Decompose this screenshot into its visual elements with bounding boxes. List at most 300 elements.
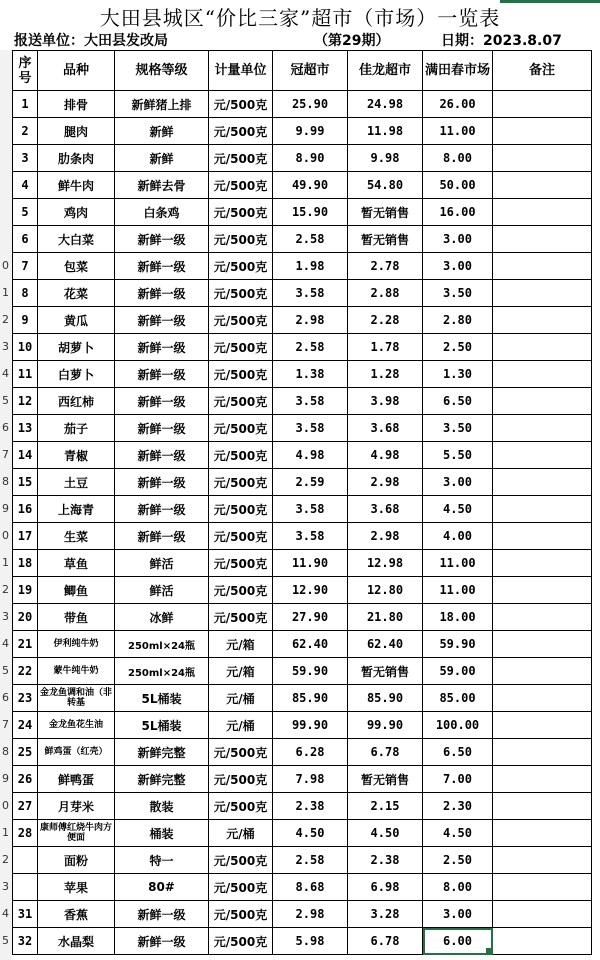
cell-item[interactable]: 康师傅红烧牛肉方便面 <box>38 820 115 847</box>
cell-guan[interactable]: 85.90 <box>273 685 348 712</box>
cell-unit[interactable]: 元/500克 <box>209 253 273 280</box>
cell-unit[interactable]: 元/500克 <box>209 307 273 334</box>
row-header-number[interactable]: 1 <box>2 285 9 299</box>
cell-unit[interactable]: 元/桶 <box>209 685 273 712</box>
cell-grade[interactable]: 新鲜一级 <box>115 280 209 307</box>
cell-note[interactable] <box>493 415 592 442</box>
table-row <box>13 388 592 415</box>
cell-unit[interactable]: 元/500克 <box>209 118 273 145</box>
cell-guan[interactable]: 4.50 <box>273 820 348 847</box>
cell-unit[interactable]: 元/500克 <box>209 496 273 523</box>
cell-item[interactable]: 生菜 <box>38 523 115 550</box>
cell-grade[interactable]: 新鲜一级 <box>115 496 209 523</box>
row-header-number[interactable]: 0 <box>2 528 9 542</box>
cell-mantian[interactable]: 1.30 <box>423 361 493 388</box>
cell-item[interactable]: 面粉 <box>38 847 115 874</box>
cell-grade[interactable]: 新鲜一级 <box>115 442 209 469</box>
cell-jialong[interactable]: 6.78 <box>348 928 423 955</box>
cell-unit[interactable]: 元/500克 <box>209 469 273 496</box>
cell-jialong[interactable]: 2.88 <box>348 280 423 307</box>
row-header-number[interactable]: 7 <box>2 717 9 731</box>
row-header-number[interactable]: 1 <box>2 555 9 569</box>
cell-grade[interactable]: 新鲜一级 <box>115 388 209 415</box>
row-header-number[interactable]: 6 <box>2 690 9 704</box>
table-row <box>13 307 592 334</box>
cell-jialong[interactable]: 12.98 <box>348 550 423 577</box>
row-header-number[interactable]: 0 <box>2 258 9 272</box>
cell-item[interactable]: 鲫鱼 <box>38 577 115 604</box>
cell-jialong[interactable]: 暂无销售 <box>348 226 423 253</box>
cell-no[interactable]: 7 <box>13 253 38 280</box>
cell-mantian[interactable]: 8.00 <box>423 874 493 901</box>
cell-item[interactable]: 上海青 <box>38 496 115 523</box>
table-row <box>13 631 592 658</box>
cell-guan[interactable]: 49.90 <box>273 172 348 199</box>
cell-grade[interactable]: 白条鸡 <box>115 199 209 226</box>
cell-item[interactable]: 大白菜 <box>38 226 115 253</box>
cell-unit[interactable]: 元/500克 <box>209 604 273 631</box>
cell-no[interactable]: 20 <box>13 604 38 631</box>
row-header-number[interactable]: 4 <box>2 636 9 650</box>
cell-grade[interactable]: 新鲜一级 <box>115 361 209 388</box>
cell-guan[interactable]: 7.98 <box>273 766 348 793</box>
cell-item[interactable]: 肋条肉 <box>38 145 115 172</box>
cell-no[interactable]: 14 <box>13 442 38 469</box>
cell-guan[interactable]: 8.68 <box>273 874 348 901</box>
cell-grade[interactable]: 5L桶装 <box>115 685 209 712</box>
cell-item[interactable]: 土豆 <box>38 469 115 496</box>
cell-note[interactable] <box>493 766 592 793</box>
cell-jialong[interactable]: 2.98 <box>348 469 423 496</box>
cell-unit[interactable]: 元/500克 <box>209 901 273 928</box>
cell-no[interactable]: 16 <box>13 496 38 523</box>
cell-item[interactable]: 水晶梨 <box>38 928 115 955</box>
cell-unit[interactable]: 元/箱 <box>209 658 273 685</box>
cell-mantian[interactable]: 3.50 <box>423 415 493 442</box>
cell-note[interactable] <box>493 226 592 253</box>
cell-unit[interactable]: 元/500克 <box>209 766 273 793</box>
col-header-grade[interactable]: 规格等级 <box>115 51 209 91</box>
col-header-mantian[interactable]: 满田春市场 <box>423 51 493 91</box>
cell-item[interactable]: 鲜鸭蛋 <box>38 766 115 793</box>
cell-note[interactable] <box>493 901 592 928</box>
cell-note[interactable] <box>493 91 592 118</box>
cell-mantian[interactable]: 8.00 <box>423 145 493 172</box>
cell-no[interactable]: 27 <box>13 793 38 820</box>
cell-item[interactable]: 蒙牛纯牛奶 <box>38 658 115 685</box>
table-row <box>13 253 592 280</box>
cell-grade[interactable]: 新鲜一级 <box>115 469 209 496</box>
cell-mantian[interactable]: 11.00 <box>423 118 493 145</box>
cell-jialong[interactable]: 2.15 <box>348 793 423 820</box>
cell-jialong[interactable]: 11.98 <box>348 118 423 145</box>
cell-mantian[interactable]: 6.50 <box>423 388 493 415</box>
cell-mantian[interactable]: 2.30 <box>423 793 493 820</box>
cell-grade[interactable]: 新鲜完整 <box>115 739 209 766</box>
cell-mantian[interactable]: 18.00 <box>423 604 493 631</box>
cell-item[interactable]: 金龙鱼调和油（非转基 <box>38 685 115 712</box>
cell-no[interactable]: 1 <box>13 91 38 118</box>
cell-jialong[interactable]: 2.98 <box>348 523 423 550</box>
row-header-number[interactable]: 2 <box>2 312 9 326</box>
cell-no[interactable]: 13 <box>13 415 38 442</box>
cell-grade[interactable]: 鲜活 <box>115 577 209 604</box>
row-header-number[interactable]: 9 <box>2 501 9 515</box>
col-header-guan[interactable]: 冠超市 <box>273 51 348 91</box>
cell-item[interactable]: 腿肉 <box>38 118 115 145</box>
cell-mantian[interactable]: 4.50 <box>423 820 493 847</box>
col-header-no[interactable]: 序号 <box>13 51 38 91</box>
cell-mantian[interactable]: 16.00 <box>423 199 493 226</box>
cell-no[interactable] <box>13 847 38 874</box>
cell-no[interactable]: 11 <box>13 361 38 388</box>
active-sheet-indicator <box>500 0 600 3</box>
cell-jialong[interactable]: 4.98 <box>348 442 423 469</box>
cell-item[interactable]: 鸡肉 <box>38 199 115 226</box>
cell-item[interactable]: 青椒 <box>38 442 115 469</box>
cell-item[interactable]: 鲜牛肉 <box>38 172 115 199</box>
cell-jialong[interactable]: 3.98 <box>348 388 423 415</box>
row-header-number[interactable]: 3 <box>2 339 9 353</box>
cell-no[interactable]: 28 <box>13 820 38 847</box>
cell-item[interactable]: 苹果 <box>38 874 115 901</box>
cell-guan[interactable]: 11.90 <box>273 550 348 577</box>
cell-jialong[interactable]: 99.90 <box>348 712 423 739</box>
cell-unit[interactable]: 元/500克 <box>209 280 273 307</box>
cell-item[interactable]: 包菜 <box>38 253 115 280</box>
cell-guan[interactable]: 2.38 <box>273 793 348 820</box>
cell-note[interactable] <box>493 685 592 712</box>
cell-grade[interactable]: 新鲜一级 <box>115 307 209 334</box>
cell-mantian[interactable]: 4.00 <box>423 523 493 550</box>
cell-mantian[interactable]: 3.00 <box>423 901 493 928</box>
sheet-title: 大田县城区“价比三家”超市（市场）一览表 <box>99 6 501 30</box>
cell-mantian[interactable]: 2.50 <box>423 334 493 361</box>
cell-jialong[interactable]: 4.50 <box>348 820 423 847</box>
col-header-unit[interactable]: 计量单位 <box>209 51 273 91</box>
report-info-line <box>0 31 600 51</box>
cell-mantian[interactable]: 59.90 <box>423 631 493 658</box>
cell-item[interactable]: 花菜 <box>38 280 115 307</box>
cell-mantian[interactable]: 2.50 <box>423 847 493 874</box>
cell-jialong[interactable]: 3.68 <box>348 496 423 523</box>
cell-jialong[interactable]: 24.98 <box>348 91 423 118</box>
cell-guan[interactable]: 2.59 <box>273 469 348 496</box>
cell-note[interactable] <box>493 739 592 766</box>
row-header-number[interactable]: 6 <box>2 420 9 434</box>
cell-guan[interactable]: 3.58 <box>273 523 348 550</box>
cell-item[interactable]: 排骨 <box>38 91 115 118</box>
cell-unit[interactable]: 元/桶 <box>209 820 273 847</box>
row-header-number[interactable]: 7 <box>2 447 9 461</box>
col-header-item[interactable]: 品种 <box>38 51 115 91</box>
cell-jialong[interactable]: 2.38 <box>348 847 423 874</box>
cell-mantian[interactable]: 6.00 <box>423 928 493 955</box>
cell-grade[interactable]: 冰鲜 <box>115 604 209 631</box>
cell-no[interactable]: 26 <box>13 766 38 793</box>
row-header-number[interactable]: 4 <box>2 366 9 380</box>
cell-mantian[interactable]: 3.50 <box>423 280 493 307</box>
col-header-jialong[interactable]: 佳龙超市 <box>348 51 423 91</box>
fill-handle[interactable] <box>486 948 491 953</box>
cell-no[interactable]: 23 <box>13 685 38 712</box>
cell-note[interactable] <box>493 631 592 658</box>
cell-grade[interactable]: 新鲜一级 <box>115 253 209 280</box>
cell-grade[interactable]: 80# <box>115 874 209 901</box>
cell-unit[interactable]: 元/500克 <box>209 361 273 388</box>
cell-jialong[interactable]: 2.78 <box>348 253 423 280</box>
cell-guan[interactable]: 5.98 <box>273 928 348 955</box>
cell-guan[interactable]: 25.90 <box>273 91 348 118</box>
cell-item[interactable]: 白萝卜 <box>38 361 115 388</box>
row-header-number[interactable]: 8 <box>2 474 9 488</box>
cell-item[interactable]: 鲜鸡蛋（红壳） <box>38 739 115 766</box>
cell-no[interactable]: 4 <box>13 172 38 199</box>
cell-guan[interactable]: 1.98 <box>273 253 348 280</box>
cell-no[interactable]: 31 <box>13 901 38 928</box>
cell-grade[interactable]: 桶装 <box>115 820 209 847</box>
row-header-number[interactable]: 8 <box>2 744 9 758</box>
cell-guan[interactable]: 1.38 <box>273 361 348 388</box>
cell-guan[interactable]: 9.99 <box>273 118 348 145</box>
row-header-number[interactable]: 5 <box>2 663 9 677</box>
cell-mantian[interactable]: 4.50 <box>423 496 493 523</box>
cell-note[interactable] <box>493 874 592 901</box>
cell-item[interactable]: 西红柿 <box>38 388 115 415</box>
cell-jialong[interactable]: 1.28 <box>348 361 423 388</box>
cell-note[interactable] <box>493 307 592 334</box>
cell-no[interactable]: 22 <box>13 658 38 685</box>
cell-mantian[interactable]: 100.00 <box>423 712 493 739</box>
cell-jialong[interactable]: 暂无销售 <box>348 658 423 685</box>
cell-mantian[interactable]: 85.00 <box>423 685 493 712</box>
cell-item[interactable]: 茄子 <box>38 415 115 442</box>
cell-note[interactable] <box>493 442 592 469</box>
row-header-number[interactable]: 3 <box>2 609 9 623</box>
table-row <box>13 469 592 496</box>
cell-unit[interactable]: 元/500克 <box>209 199 273 226</box>
cell-guan[interactable]: 3.58 <box>273 280 348 307</box>
cell-grade[interactable]: 新鲜一级 <box>115 523 209 550</box>
cell-guan[interactable]: 2.58 <box>273 847 348 874</box>
cell-unit[interactable]: 元/500克 <box>209 388 273 415</box>
cell-mantian[interactable]: 3.00 <box>423 469 493 496</box>
cell-note[interactable] <box>493 145 592 172</box>
cell-grade[interactable]: 鲜活 <box>115 550 209 577</box>
row-header-number[interactable]: 0 <box>2 798 9 812</box>
cell-item[interactable]: 月芽米 <box>38 793 115 820</box>
cell-jialong[interactable]: 暂无销售 <box>348 199 423 226</box>
cell-unit[interactable]: 元/500克 <box>209 577 273 604</box>
cell-unit[interactable]: 元/500克 <box>209 91 273 118</box>
cell-jialong[interactable]: 12.80 <box>348 577 423 604</box>
cell-mantian[interactable]: 3.00 <box>423 226 493 253</box>
cell-grade[interactable]: 新鲜 <box>115 118 209 145</box>
cell-note[interactable] <box>493 793 592 820</box>
cell-jialong[interactable]: 1.78 <box>348 334 423 361</box>
cell-guan[interactable]: 3.58 <box>273 415 348 442</box>
cell-guan[interactable]: 3.58 <box>273 496 348 523</box>
cell-note[interactable] <box>493 712 592 739</box>
cell-no[interactable]: 15 <box>13 469 38 496</box>
cell-note[interactable] <box>493 496 592 523</box>
cell-note[interactable] <box>493 334 592 361</box>
cell-note[interactable] <box>493 253 592 280</box>
cell-mantian[interactable]: 11.00 <box>423 550 493 577</box>
cell-guan[interactable]: 4.98 <box>273 442 348 469</box>
cell-guan[interactable]: 8.90 <box>273 145 348 172</box>
cell-unit[interactable]: 元/500克 <box>209 847 273 874</box>
cell-note[interactable] <box>493 820 592 847</box>
cell-jialong[interactable]: 6.78 <box>348 739 423 766</box>
cell-item[interactable]: 黄瓜 <box>38 307 115 334</box>
cell-mantian[interactable]: 50.00 <box>423 172 493 199</box>
cell-note[interactable] <box>493 550 592 577</box>
row-header-number[interactable]: 2 <box>2 852 9 866</box>
cell-guan[interactable]: 2.58 <box>273 334 348 361</box>
cell-no[interactable]: 3 <box>13 145 38 172</box>
cell-no[interactable]: 24 <box>13 712 38 739</box>
cell-jialong[interactable]: 54.80 <box>348 172 423 199</box>
cell-unit[interactable]: 元/500克 <box>209 523 273 550</box>
cell-unit[interactable]: 元/500克 <box>209 739 273 766</box>
cell-mantian[interactable]: 6.50 <box>423 739 493 766</box>
cell-no[interactable]: 19 <box>13 577 38 604</box>
cell-mantian[interactable]: 7.00 <box>423 766 493 793</box>
cell-grade[interactable]: 新鲜 <box>115 145 209 172</box>
cell-grade[interactable]: 新鲜去骨 <box>115 172 209 199</box>
cell-item[interactable]: 带鱼 <box>38 604 115 631</box>
cell-guan[interactable]: 99.90 <box>273 712 348 739</box>
cell-guan[interactable]: 59.90 <box>273 658 348 685</box>
cell-item[interactable]: 金龙鱼花生油 <box>38 712 115 739</box>
cell-item[interactable]: 胡萝卜 <box>38 334 115 361</box>
cell-unit[interactable]: 元/500克 <box>209 442 273 469</box>
cell-guan[interactable]: 12.90 <box>273 577 348 604</box>
cell-jialong[interactable]: 85.90 <box>348 685 423 712</box>
cell-no[interactable]: 5 <box>13 199 38 226</box>
cell-grade[interactable]: 新鲜猪上排 <box>115 91 209 118</box>
cell-jialong[interactable]: 3.28 <box>348 901 423 928</box>
cell-unit[interactable]: 元/桶 <box>209 712 273 739</box>
cell-jialong[interactable]: 21.80 <box>348 604 423 631</box>
cell-jialong[interactable]: 2.28 <box>348 307 423 334</box>
row-header-number[interactable]: 2 <box>2 582 9 596</box>
cell-note[interactable] <box>493 172 592 199</box>
cell-note[interactable] <box>493 361 592 388</box>
cell-jialong[interactable]: 3.68 <box>348 415 423 442</box>
row-header-number[interactable]: 3 <box>2 879 9 893</box>
cell-no[interactable]: 10 <box>13 334 38 361</box>
cell-mantian[interactable]: 5.50 <box>423 442 493 469</box>
cell-note[interactable] <box>493 928 592 955</box>
cell-grade[interactable]: 新鲜一级 <box>115 928 209 955</box>
row-header-number[interactable]: 5 <box>2 393 9 407</box>
cell-guan[interactable]: 15.90 <box>273 199 348 226</box>
cell-no[interactable]: 12 <box>13 388 38 415</box>
cell-unit[interactable]: 元/500克 <box>209 793 273 820</box>
row-header-number[interactable]: 1 <box>2 825 9 839</box>
row-header-number[interactable]: 9 <box>2 771 9 785</box>
cell-mantian[interactable]: 2.80 <box>423 307 493 334</box>
cell-unit[interactable]: 元/500克 <box>209 928 273 955</box>
cell-guan[interactable]: 27.90 <box>273 604 348 631</box>
col-header-note[interactable]: 备注 <box>493 51 592 91</box>
cell-no[interactable]: 8 <box>13 280 38 307</box>
cell-note[interactable] <box>493 847 592 874</box>
cell-no[interactable]: 18 <box>13 550 38 577</box>
cell-unit[interactable]: 元/500克 <box>209 172 273 199</box>
cell-item[interactable]: 草鱼 <box>38 550 115 577</box>
cell-unit[interactable]: 元/500克 <box>209 334 273 361</box>
cell-no[interactable]: 2 <box>13 118 38 145</box>
cell-unit[interactable]: 元/500克 <box>209 415 273 442</box>
cell-grade[interactable]: 特一 <box>115 847 209 874</box>
cell-no[interactable]: 9 <box>13 307 38 334</box>
cell-grade[interactable]: 新鲜完整 <box>115 766 209 793</box>
cell-no[interactable]: 32 <box>13 928 38 955</box>
cell-unit[interactable]: 元/500克 <box>209 226 273 253</box>
cell-guan[interactable]: 3.58 <box>273 388 348 415</box>
cell-guan[interactable]: 6.28 <box>273 739 348 766</box>
cell-unit[interactable]: 元/500克 <box>209 550 273 577</box>
cell-grade[interactable]: 新鲜一级 <box>115 415 209 442</box>
cell-grade[interactable]: 散装 <box>115 793 209 820</box>
cell-grade[interactable]: 新鲜一级 <box>115 226 209 253</box>
cell-mantian[interactable]: 26.00 <box>423 91 493 118</box>
row-header-number[interactable]: 4 <box>2 906 9 920</box>
cell-unit[interactable]: 元/500克 <box>209 145 273 172</box>
cell-guan[interactable]: 2.98 <box>273 901 348 928</box>
cell-note[interactable] <box>493 604 592 631</box>
cell-note[interactable] <box>493 577 592 604</box>
cell-no[interactable]: 6 <box>13 226 38 253</box>
cell-item[interactable]: 香蕉 <box>38 901 115 928</box>
cell-item[interactable]: 伊利纯牛奶 <box>38 631 115 658</box>
cell-guan[interactable]: 2.58 <box>273 226 348 253</box>
cell-note[interactable] <box>493 199 592 226</box>
cell-grade[interactable]: 250ml×24瓶 <box>115 658 209 685</box>
cell-note[interactable] <box>493 658 592 685</box>
cell-mantian[interactable]: 3.00 <box>423 253 493 280</box>
cell-jialong[interactable]: 9.98 <box>348 145 423 172</box>
cell-no[interactable]: 25 <box>13 739 38 766</box>
cell-mantian[interactable]: 59.00 <box>423 658 493 685</box>
cell-jialong[interactable]: 62.40 <box>348 631 423 658</box>
cell-jialong[interactable]: 6.98 <box>348 874 423 901</box>
cell-note[interactable] <box>493 280 592 307</box>
row-header-number[interactable]: 5 <box>2 933 9 947</box>
cell-guan[interactable]: 62.40 <box>273 631 348 658</box>
cell-no[interactable]: 21 <box>13 631 38 658</box>
cell-mantian[interactable]: 11.00 <box>423 577 493 604</box>
cell-unit[interactable]: 元/箱 <box>209 631 273 658</box>
table-row <box>13 496 592 523</box>
cell-grade[interactable]: 5L桶装 <box>115 712 209 739</box>
cell-guan[interactable]: 2.98 <box>273 307 348 334</box>
cell-no[interactable]: 17 <box>13 523 38 550</box>
cell-note[interactable] <box>493 388 592 415</box>
cell-grade[interactable]: 新鲜一级 <box>115 901 209 928</box>
cell-note[interactable] <box>493 523 592 550</box>
cell-jialong[interactable]: 暂无销售 <box>348 766 423 793</box>
cell-grade[interactable]: 新鲜一级 <box>115 334 209 361</box>
cell-note[interactable] <box>493 118 592 145</box>
cell-note[interactable] <box>493 469 592 496</box>
cell-no[interactable] <box>13 874 38 901</box>
cell-unit[interactable]: 元/500克 <box>209 874 273 901</box>
cell-grade[interactable]: 250ml×24瓶 <box>115 631 209 658</box>
